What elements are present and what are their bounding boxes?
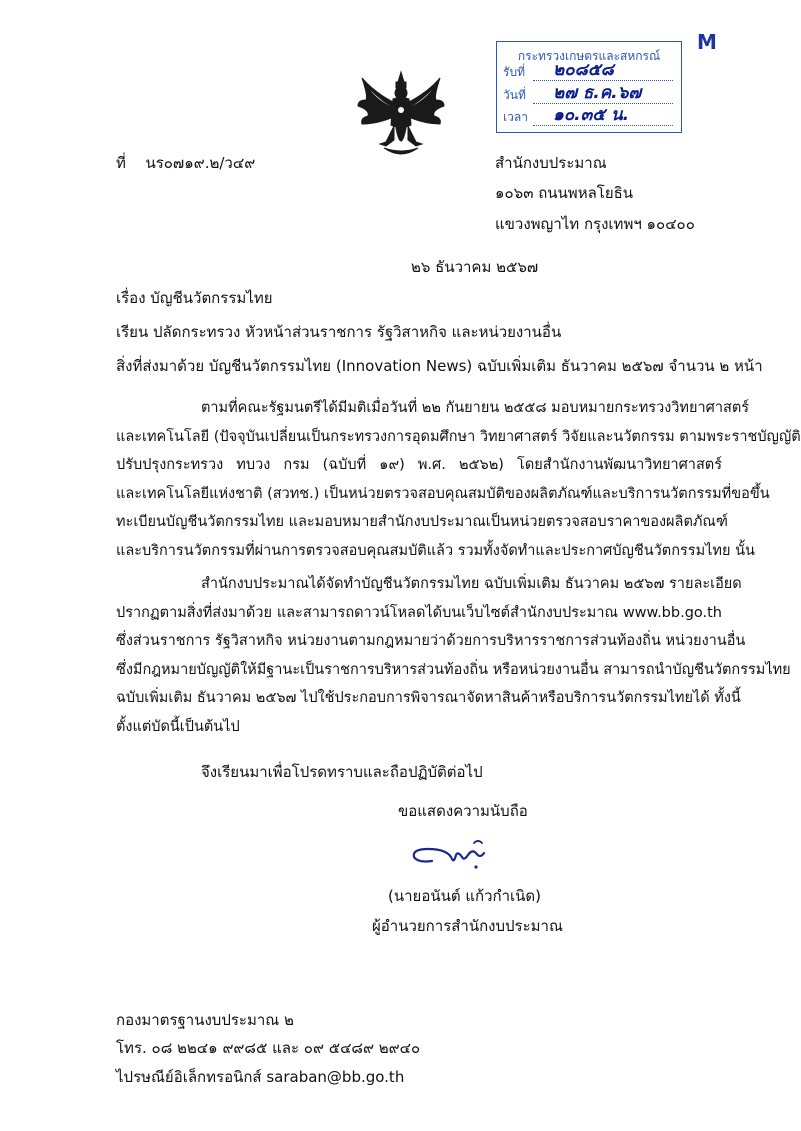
paragraph-line: และบริการนวัตกรรมที่ผ่านการตรวจสอบคุณสมบัติแล้ว รวมทั้งจัดทำและประกาศบัญชีนวัตกรรมไทย นั้น — [116, 542, 755, 559]
reference-label: ที่ — [116, 154, 126, 172]
paragraph-line: และเทคโนโลยีแห่งชาติ (สวทช.) เป็นหน่วยตรวจสอบคุณสมบัติของผลิตภัณฑ์และบริการนวัตกรรมที่ขอขึ้น — [116, 485, 770, 502]
garuda-emblem-icon — [356, 70, 446, 160]
stamp-row-time — [503, 105, 673, 129]
footer-phone: โทร. ๐๘ ๒๒๔๑ ๙๙๘๕ และ ๐๙ ๕๔๘๙ ๒๙๔๐ — [116, 1039, 421, 1057]
paragraph-line: ทะเบียนบัญชีนวัตกรรมไทย และมอบหมายสำนักงบประมาณเป็นหน่วยตรวจสอบราคาของผลิตภัณฑ์ — [116, 514, 728, 531]
paragraph-line: และเทคโนโลยี (ปัจจุบันเปลี่ยนเป็นกระทรวงการอุดมศึกษา วิทยาศาสตร์ วิจัยและนวัตกรรม ตามพระราชบัญญัติ — [116, 428, 801, 445]
complimentary-close: ขอแสดงความนับถือ — [398, 802, 528, 820]
reference-number — [116, 153, 255, 173]
paragraph-line: ตามที่คณะรัฐมนตรีได้มีมติเมื่อวันที่ ๒๒ กันยายน ๒๕๕๘ มอบหมายกระทรวงวิทยาศาสตร์ — [201, 400, 750, 416]
letter-enclosure: สิ่งที่ส่งมาด้วย บัญชีนวัตกรรมไทย (Innovation News) ฉบับเพิ่มเติม ธันวาคม ๒๕๖๗ จำนวน ๒ หน้า — [116, 357, 763, 375]
reference-value: นร๐๗๑๙.๒/ว๔๙ — [145, 154, 256, 172]
paragraph-line: ซึ่งมีกฎหมายบัญญัติให้มีฐานะเป็นราชการบริหารส่วนท้องถิ่น หรือหน่วยงานอื่น สามารถนำบัญชีนวัตกรรมไทย — [116, 661, 791, 678]
signer-name: (นายอนันต์ แก้วกำเนิด) — [388, 887, 541, 905]
stamp-receipt-number: ๒๐๘๕๘ — [553, 60, 614, 80]
corner-mark: M — [697, 30, 717, 54]
sender-office: สำนักงบประมาณ — [495, 154, 607, 172]
paragraph-line: สำนักงบประมาณได้จัดทำบัญชีนวัตกรรมไทย ฉบับเพิ่มเติม ธันวาคม ๒๕๖๗ รายละเอียด — [201, 576, 742, 592]
letter-recipient: เรียน ปลัดกระทรวง หัวหน้าส่วนราชการ รัฐวิสาหกิจ และหน่วยงานอื่น — [116, 323, 562, 341]
paragraph-line: ปรับปรุงกระทรวง ทบวง กรม (ฉบับที่ ๑๙) พ.ศ. ๒๕๖๒) โดยสำนักงานพัฒนาวิทยาศาสตร์ — [116, 457, 722, 474]
stamp-date-label: วันที่ — [503, 88, 526, 102]
stamp-time: ๑๐.๓๕ น. — [553, 105, 630, 125]
paragraph-line: ตั้งแต่บัดนี้เป็นต้นไป — [116, 718, 240, 735]
paragraph-line: ฉบับเพิ่มเติม ธันวาคม ๒๕๖๗ ไปใช้ประกอบการพิจารณาจัดหาสินค้าหรือบริการนวัตกรรมไทยได้ ทั้งนี้ — [116, 690, 741, 707]
signature-icon — [408, 837, 498, 873]
footer-division: กองมาตรฐานงบประมาณ ๒ — [116, 1011, 294, 1029]
stamp-organization: กระทรวงเกษตรและสหกรณ์ — [517, 49, 661, 63]
stamp-time-label: เวลา — [503, 110, 528, 124]
stamp-date: ๒๗ ธ.ค.๖๗ — [553, 83, 642, 103]
paragraph-line: ปรากฏตามสิ่งที่ส่งมาด้วย และสามารถดาวน์โหลดได้บนเว็บไซต์สำนักงบประมาณ www.bb.go.th — [116, 604, 722, 621]
body-paragraph-2 — [116, 570, 791, 742]
sender-street: ๑๐๖๓ ถนนพหลโยธิน — [495, 184, 634, 202]
letter-date: ๒๖ ธันวาคม ๒๕๖๗ — [411, 258, 539, 276]
closing-line: จึงเรียนมาเพื่อโปรดทราบและถือปฏิบัติต่อไป — [201, 763, 483, 781]
stamp-receipt-label: รับที่ — [503, 65, 525, 79]
signer-title: ผู้อำนวยการสำนักงบประมาณ — [372, 917, 563, 935]
body-paragraph-1 — [116, 394, 801, 566]
received-stamp — [496, 41, 682, 133]
sender-district: แขวงพญาไท กรุงเทพฯ ๑๐๔๐๐ — [495, 215, 695, 233]
letter-subject: เรื่อง บัญชีนวัตกรรมไทย — [116, 289, 273, 307]
footer-email: ไปรษณีย์อิเล็กทรอนิกส์ saraban@bb.go.th — [116, 1068, 405, 1086]
paragraph-line: ซึ่งส่วนราชการ รัฐวิสาหกิจ หน่วยงานตามกฎหมายว่าด้วยการบริหารราชการส่วนท้องถิ่น หน่วยงานอื่น — [116, 633, 746, 650]
